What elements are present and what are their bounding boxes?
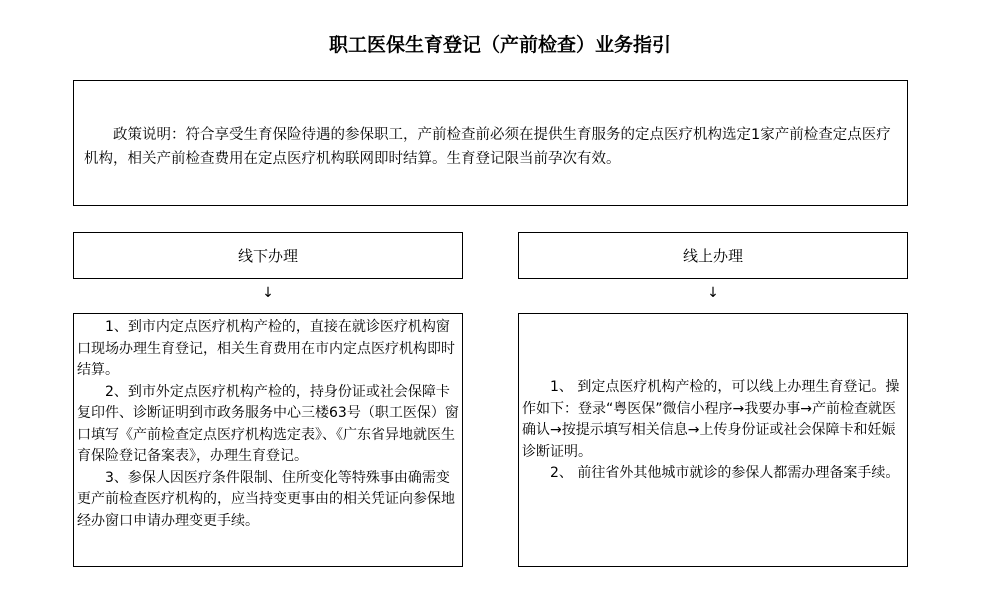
offline-step-1: 1、到市内定点医疗机构产检的，直接在就诊医疗机构窗口现场办理生育登记，相关生育费用在市内定点医疗机构即时结算。 — [77, 319, 455, 378]
online-steps-box — [518, 313, 908, 567]
online-heading: 线上办理 — [682, 247, 743, 265]
online-steps — [522, 377, 904, 485]
offline-steps-box — [73, 313, 463, 567]
offline-step-3: 3、参保人因医疗条件限制、住所变化等特殊事由确需变更产前检查医疗机构的，应当持变更事由的相关凭证向参保地经办窗口申请办理变更手续。 — [77, 469, 455, 529]
policy-text: 政策说明：符合享受生育保险待遇的参保职工，产前检查前必须在提供生育服务的定点医疗机构选定1家产前检查定点医疗机构，相关产前检查费用在定点医疗机构联网即时结算。生育登记限当前孕次有效。 — [84, 127, 891, 167]
policy-box — [73, 80, 908, 206]
online-heading-box — [518, 232, 908, 279]
page-title: 职工医保生育登记（产前检查）业务指引 — [328, 34, 671, 56]
down-arrow-icon: ↓ — [262, 285, 274, 301]
offline-steps — [77, 317, 459, 532]
online-step-1: 1、 到定点医疗机构产检的，可以线上办理生育登记。操作如下：登录“粤医保”微信小程序→我要办事→产前检查就医确认→按提示填写相关信息→上传身份证或社会保障卡和妊娠诊断证明。 — [522, 379, 900, 460]
offline-step-2: 2、到市外定点医疗机构产检的，持身份证或社会保障卡复印件、诊断证明到市政务服务中心三楼63号（职工医保）窗口填写《产前检查定点医疗机构选定表》、《广东省异地就医生育保险登记备案表》，办理生育登记。 — [77, 383, 459, 464]
offline-heading-box — [73, 232, 463, 279]
offline-heading: 线下办理 — [237, 247, 298, 265]
down-arrow-icon: ↓ — [707, 285, 719, 301]
online-step-2: 2、 前往省外其他城市就诊的参保人都需办理备案手续。 — [550, 465, 900, 481]
